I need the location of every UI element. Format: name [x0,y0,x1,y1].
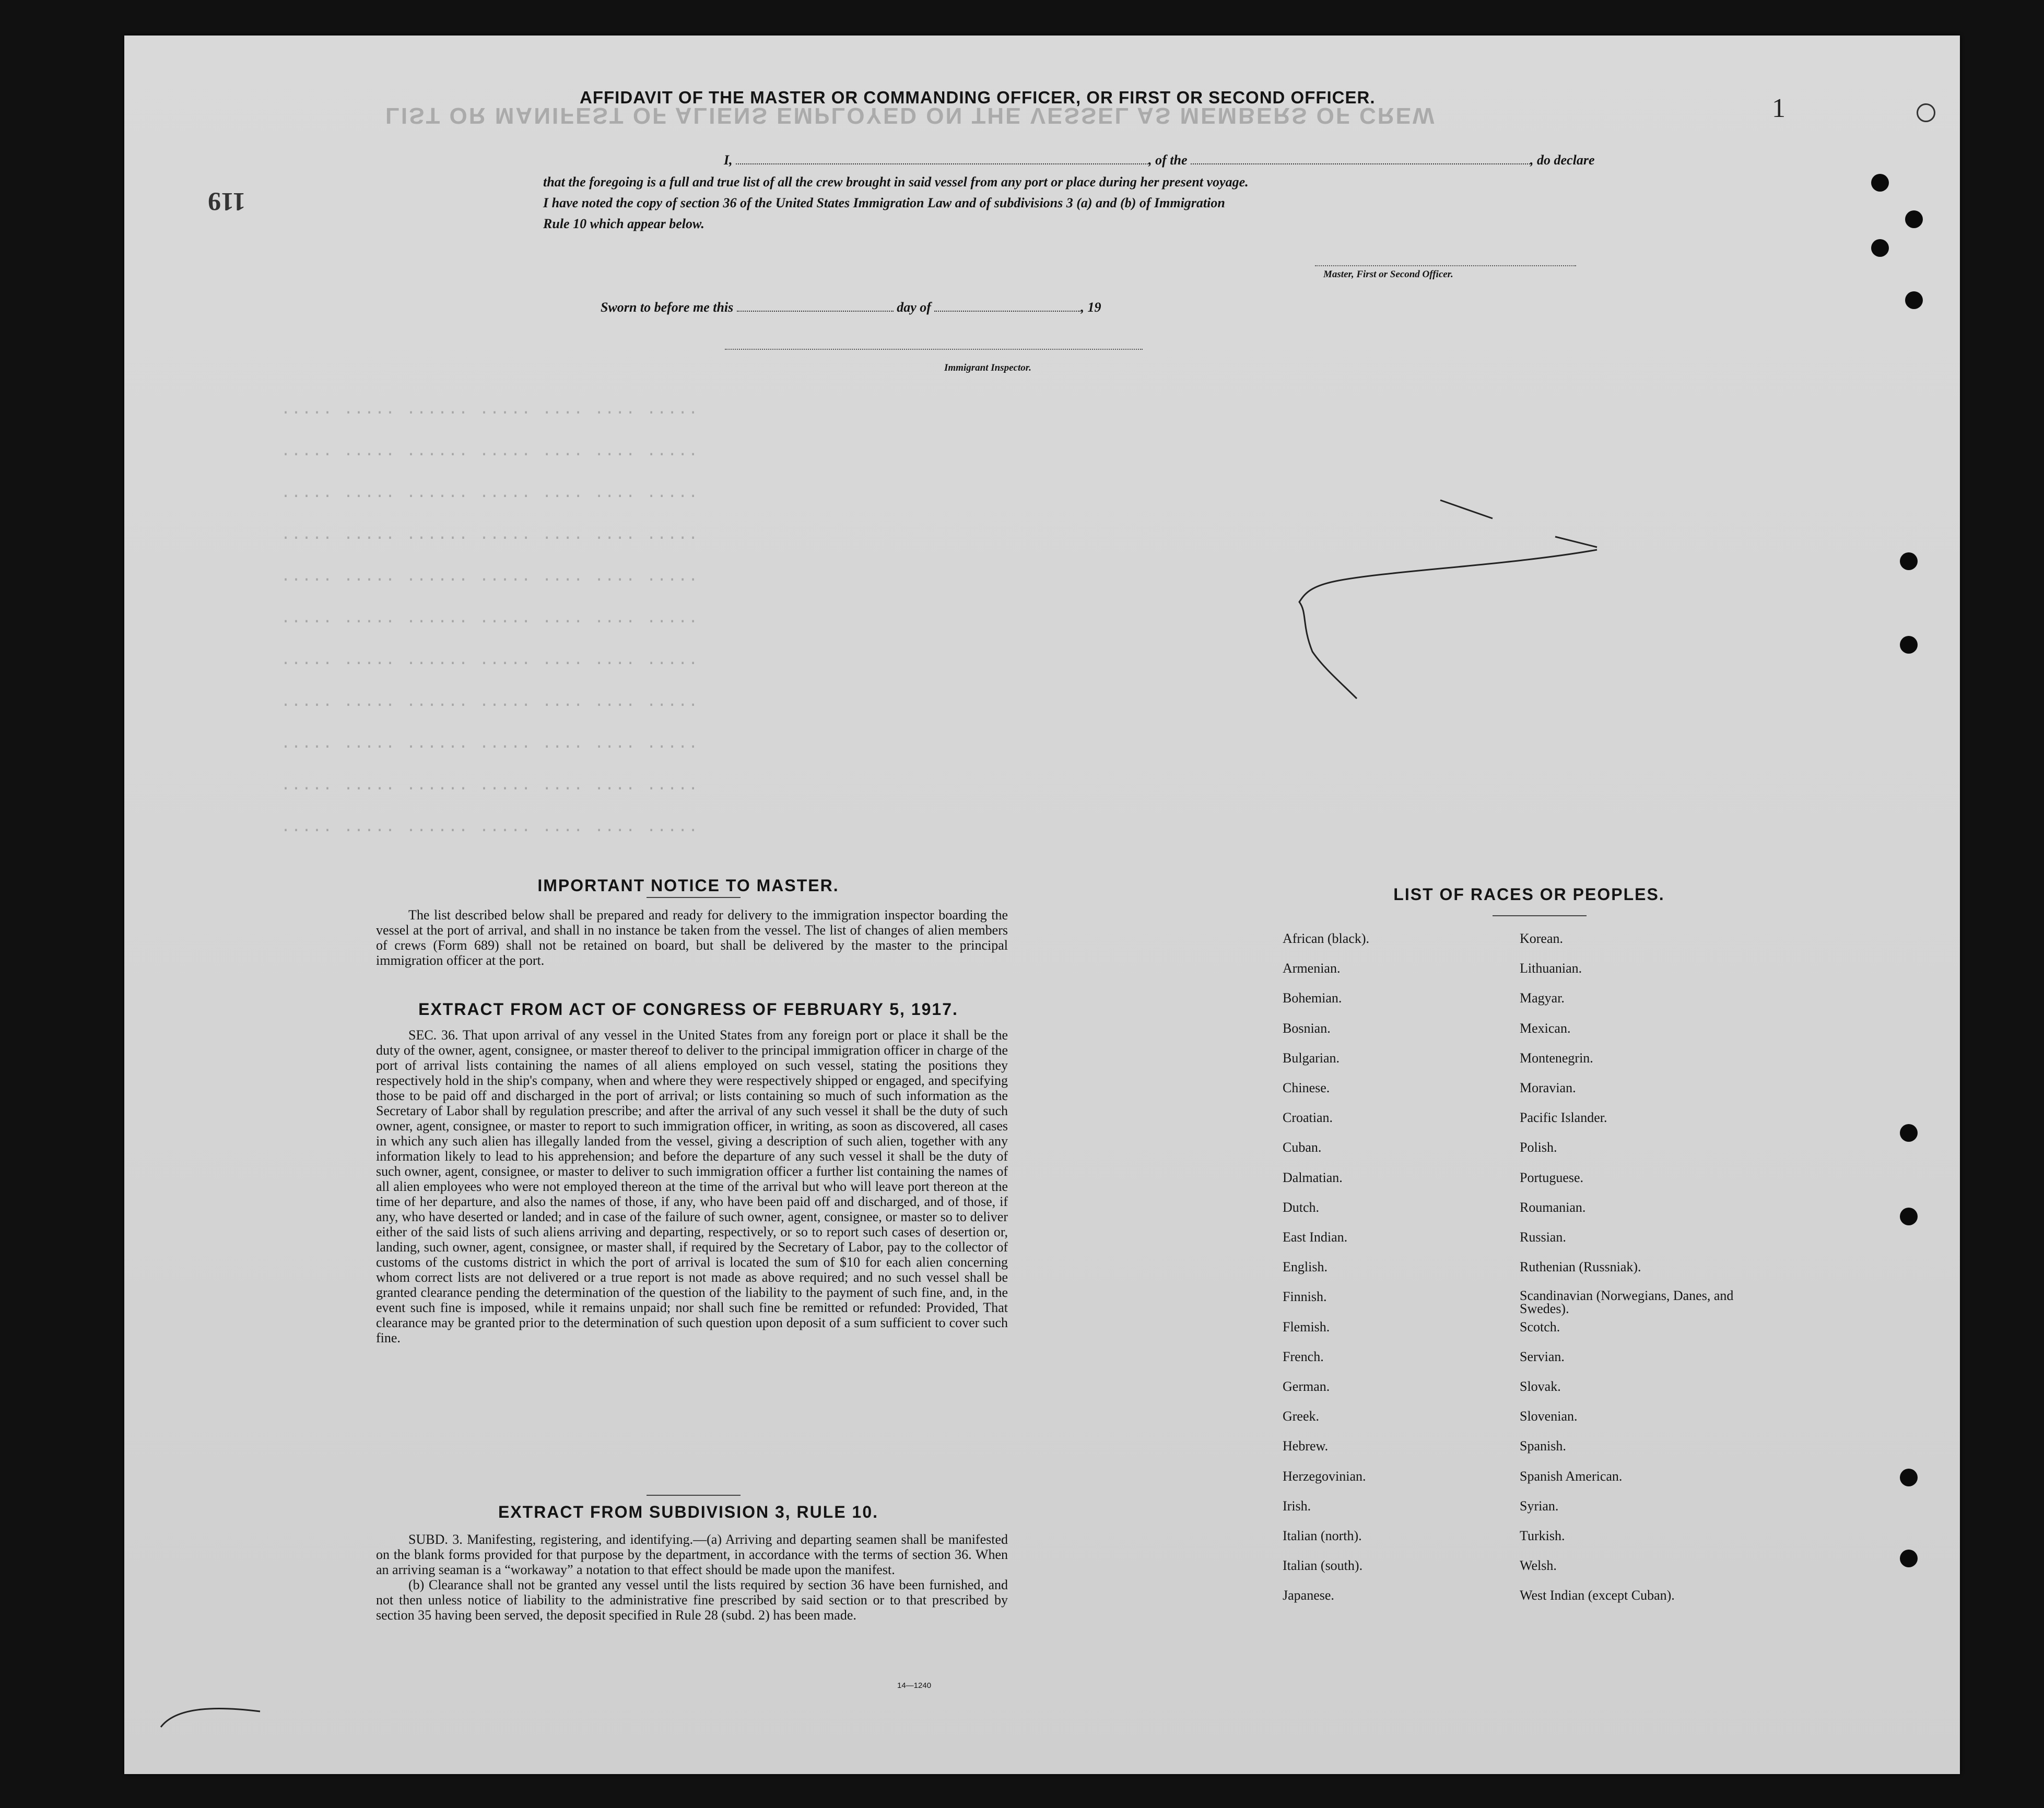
race-item: Finnish. [1283,1289,1327,1304]
bleed-through-heading: LIST OR MANIFEST OF ALIENS EMPLOYED ON THE VESSEL AS MEMBERS OF CREW [385,103,1436,128]
race-item: Irish. [1283,1498,1311,1514]
race-item: Scotch. [1520,1319,1560,1334]
sworn-text: Sworn to before me this [601,300,734,315]
race-item: Dalmatian. [1283,1170,1343,1185]
punch-hole [1900,636,1918,654]
race-item: Turkish. [1520,1528,1565,1543]
corner-mark: 1 [1772,93,1785,123]
race-item: Japanese. [1283,1588,1334,1603]
race-item: Roumanian. [1520,1200,1586,1215]
punch-hole [1900,1208,1918,1225]
punch-hole [1905,291,1923,309]
inspector-caption: Immigrant Inspector. [944,362,1031,373]
punch-hole [1900,552,1918,570]
race-item: Syrian. [1520,1498,1559,1514]
race-item: Italian (north). [1283,1528,1362,1543]
race-item: Polish. [1520,1140,1557,1155]
race-item: Slovak. [1520,1379,1561,1394]
race-item: Ruthenian (Russniak). [1520,1259,1641,1274]
rule-text [376,1532,1008,1623]
ring-mark [1917,103,1935,122]
races-rule [1493,915,1587,916]
races-heading: LIST OF RACES OR PEOPLES. [1393,885,1665,904]
race-item: Bohemian. [1283,990,1342,1006]
race-item: Portuguese. [1520,1170,1584,1185]
bleed-through-row: ..... ..... ...... ..... .... .... ..... [281,526,699,544]
race-item: Herzegovinian. [1283,1469,1366,1484]
race-item: Bosnian. [1283,1021,1331,1036]
race-item: Dutch. [1283,1200,1320,1215]
handwritten-mark [156,1696,271,1738]
bleed-through-row: ..... ..... ...... ..... .... .... ..... [281,401,699,419]
race-item: Servian. [1520,1349,1565,1364]
vessel-blank [1191,153,1530,164]
race-item: West Indian (except Cuban). [1520,1588,1675,1603]
race-item: French. [1283,1349,1324,1364]
rule-para-a: SUBD. 3. Manifesting, registering, and identifying.—(a) Arriving and departing seamen shall be manifested on the blank forms provided for that purpose by the department, in accordance with the terms of section 36. When an arriving seaman is a “workaway” a notation to that effect should be made upon the manifest. [376,1532,1008,1577]
race-item: Magyar. [1520,990,1565,1006]
declaration-of-the: , of the [1148,152,1188,168]
race-item: African (black). [1283,931,1370,946]
declaration-declare: , do declare [1530,152,1595,168]
race-item: Flemish. [1283,1319,1330,1334]
race-item: Spanish American. [1520,1469,1623,1484]
affidavit-line-2: that the foregoing is a full and true list of all the crew brought in said vessel from any port or place during her present voyage. [543,174,1249,190]
punch-hole [1900,1469,1918,1486]
race-item: Armenian. [1283,961,1341,976]
race-item: Mexican. [1520,1021,1571,1036]
month-blank [934,300,1080,312]
bleed-through-row: ..... ..... ...... ..... .... .... ..... [281,610,699,628]
notice-text: The list described below shall be prepared and ready for delivery to the immigration inspector boarding the vessel at the port of arrival, and shall in no instance be taken from the vessel. The list of changes of alien members of crews (Form 689) shall not be retained on board, but shall be delivered by the master to the principal immigration officer at the port. [376,907,1008,968]
rule-heading: EXTRACT FROM SUBDIVISION 3, RULE 10. [498,1503,879,1521]
notice-heading: IMPORTANT NOTICE TO MASTER. [537,876,839,895]
race-item: Hebrew. [1283,1438,1329,1454]
punch-hole [1900,1124,1918,1142]
rule-divider [647,1495,741,1496]
manifest-sheet [124,36,1960,1774]
race-item: German. [1283,1379,1330,1394]
race-item: Greek. [1283,1409,1320,1424]
name-blank [736,153,1148,164]
race-item: East Indian. [1283,1230,1348,1245]
master-signature-line [1315,265,1576,266]
handwritten-scribble [1169,469,1639,730]
race-item: Italian (south). [1283,1558,1363,1573]
bleed-through-row: ..... ..... ...... ..... .... .... ..... [281,819,699,836]
race-item: Spanish. [1520,1438,1566,1454]
race-item: Croatian. [1283,1110,1333,1125]
act-heading: EXTRACT FROM ACT OF CONGRESS OF FEBRUARY 5, 1917. [418,1000,958,1019]
race-item: Montenegrin. [1520,1050,1593,1066]
race-item: Slovenian. [1520,1409,1578,1424]
day-of-text: day of [897,300,931,315]
rule-para-b: (b) Clearance shall not be granted any vessel until the lists required by section 36 have been furnished, and not then unless notice of liability to the administrative fine prescribed by said section or to that prescribed by section 35 having been served, the deposit specified in Rule 28 (subd. 2) has been made. [376,1577,1008,1623]
affidavit-line-4: Rule 10 which appear below. [543,216,704,231]
punch-hole [1905,210,1923,228]
bleed-through-row: ..... ..... ...... ..... .... .... ..... [281,777,699,795]
race-item: Welsh. [1520,1558,1557,1573]
inspector-signature-line [725,349,1143,350]
race-item: Cuban. [1283,1140,1322,1155]
bleed-through-row: ..... ..... ...... ..... .... .... ..... [281,693,699,711]
race-item: Moravian. [1520,1080,1576,1095]
race-item: Pacific Islander. [1520,1110,1607,1125]
sworn-line [601,297,1101,318]
bleed-through-row: ..... ..... ...... ..... .... .... ..... [281,652,699,669]
affidavit-line-3: I have noted the copy of section 36 of the United States Immigration Law and of subdivisions 3 (a) and (b) of Immigration [543,195,1225,210]
bleed-through-row: ..... ..... ...... ..... .... .... ..... [281,735,699,753]
day-blank [737,300,894,312]
bleed-through-row: ..... ..... ...... ..... .... .... ..... [281,485,699,502]
race-item: Korean. [1520,931,1564,946]
race-item: Lithuanian. [1520,961,1582,976]
race-item: Russian. [1520,1230,1566,1245]
master-signature-caption: Master, First or Second Officer. [1323,269,1453,280]
declaration-i: I, [724,152,733,168]
year-text: , 19 [1080,300,1101,315]
bleed-through-row: ..... ..... ...... ..... .... .... ..... [281,443,699,460]
punch-hole [1871,239,1889,257]
race-item: English. [1283,1259,1328,1274]
punch-hole [1900,1550,1918,1567]
notice-rule [647,897,741,898]
race-item: Chinese. [1283,1080,1330,1095]
form-number: 14—1240 [897,1681,932,1690]
page-number: 119 [208,187,246,217]
affidavit-title: AFFIDAVIT OF THE MASTER OR COMMANDING OFFICER, OR FIRST OR SECOND OFFICER. [580,88,1376,107]
race-item: Bulgarian. [1283,1050,1340,1066]
affidavit-declaration-line [598,149,1594,171]
race-item: Scandinavian (Norwegians, Danes, and Swedes). [1520,1288,1734,1316]
act-text: SEC. 36. That upon arrival of any vessel in the United States from any foreign port or place it shall be the duty of the owner, agent, consignee, or master thereof to deliver to the principal immigration officer in charge of the port of arrival lists containing the names of all aliens employed on such vessel, stating the positions they respectively hold in the ship's company, when and where they were respectively shipped or engaged, and specifying those to be paid off and discharged in the port of arrival; or lists containing so much of such information as the Secretary of Labor shall by regulation prescribe; and after the arrival of any such vessel it shall be the duty of such owner, agent, consignee, or master to report to such immigration officer, in writing, as soon as discovered, all cases in which any such alien has illegally landed from the vessel, giving a description of such alien, together with any information likely to lead to his apprehension; and before the departure of any such vessel it shall be the duty of such owner, agent, consignee, or master to deliver to such immigration officer a further list containing the names of all alien employees who were not employed thereon at the time of the arrival but who will leave port thereon at the time of her departure, and also the names of those, if any, who have been paid off and discharged, and of those, if any, who have deserted or landed; and in case of the failure of such owner, agent, consignee, or master so to deliver either of the said lists of such aliens arriving and departing, respectively, or so to report such cases of desertion or, landing, such owner, agent, consignee, or master shall, if required by the Secretary of Labor, pay to the collector of customs of the customs district in which the port of arrival is located the sum of $10 for each alien concerning whom correct lists are not delivered or a true report is not made as above required; and no such vessel shall be granted clearance pending the determination of the question of the liability to the payment of such fine, and, in the event such fine is imposed, while it remains unpaid; nor shall such fine be remitted or refunded: Provided, That clearance may be granted prior to the determination of such question upon deposit of a sum sufficient to cover such fine. [376,1027,1008,1345]
bleed-through-row: ..... ..... ...... ..... .... .... ..... [281,568,699,586]
punch-hole [1871,174,1889,192]
